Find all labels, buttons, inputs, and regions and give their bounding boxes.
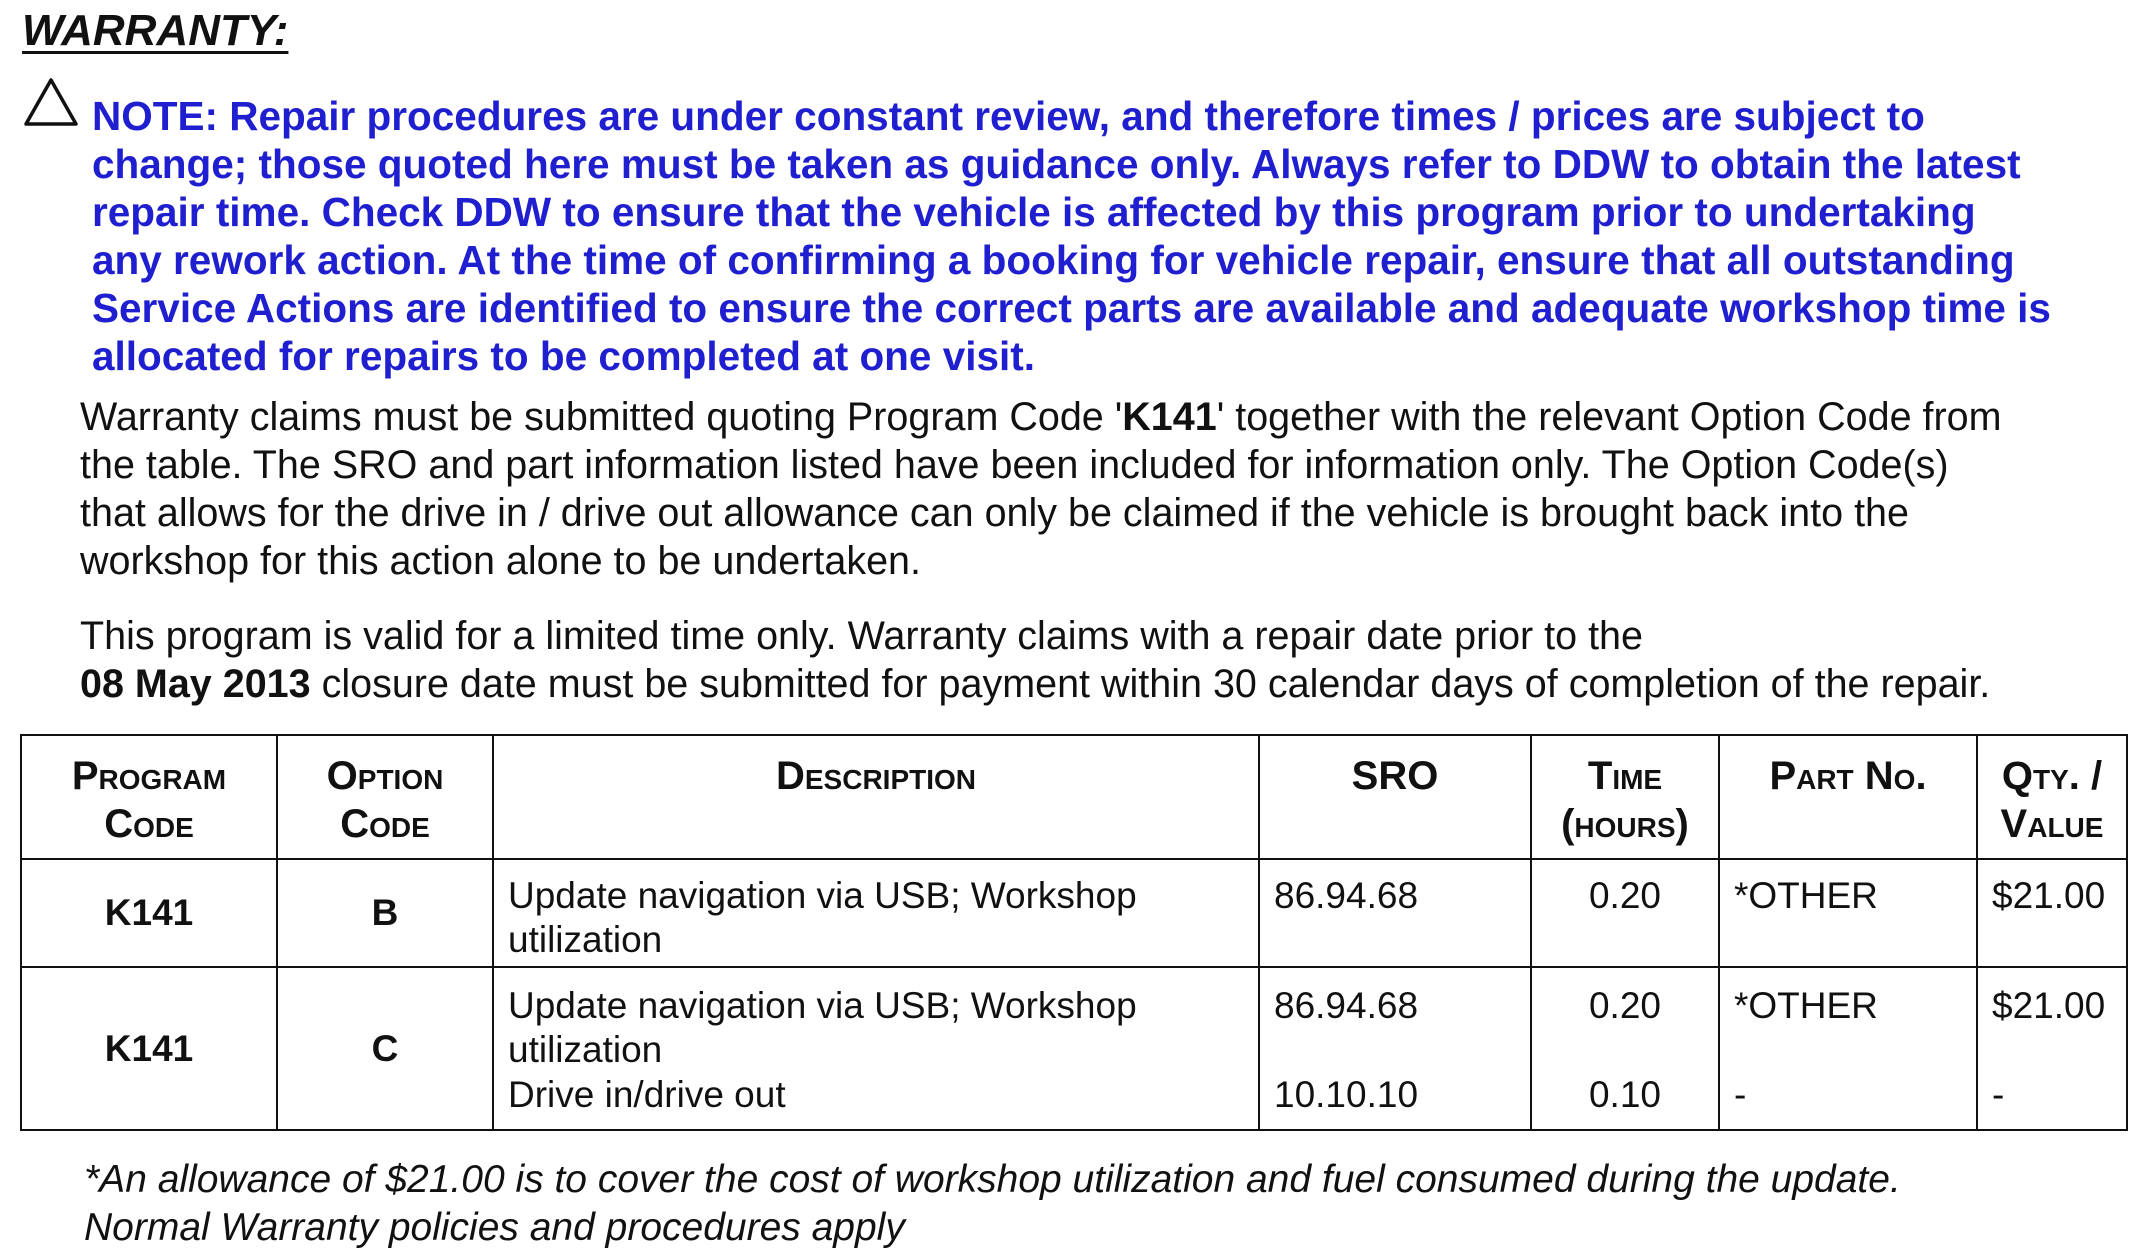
validity-text-after: closure date must be submitted for payment within 30 calendar days of completion of the repair. <box>310 662 1991 706</box>
option-code-table <box>20 734 2128 1131</box>
time-item: 0.10 <box>1588 1074 1661 1115</box>
header-time: Time (hours) <box>1531 735 1719 859</box>
table-row <box>21 967 2127 1130</box>
description-item: Update navigation via USB; Workshop utilization <box>508 985 1137 1070</box>
sro-item: 86.94.68 <box>1274 985 1419 1026</box>
section-title: WARRANTY: <box>22 6 289 55</box>
program-code-cell: K141 <box>21 967 277 1130</box>
time-cell <box>1531 967 1719 1130</box>
qty-value-item: - <box>1992 1074 2005 1115</box>
repair-note: NOTE: Repair procedures are under constant review, and therefore times / prices are subject to change; those quoted here must be taken as guidance only. Always refer to DDW to obtain the latest repair time. Check DDW to ensure that the vehicle is affected by this program prior to undertaking any rework action. At the time of confirming a booking for vehicle repair, ensure that all outstanding Service Actions are identified to ensure the correct parts are available and adequate workshop time is allocated for repairs to be completed at one visit. <box>92 93 2051 379</box>
qty-value-cell <box>1977 967 2127 1130</box>
claims-text-before: Warranty claims must be submitted quoting Program Code ' <box>80 395 1123 439</box>
sro-cell <box>1259 967 1531 1130</box>
part-no-item: - <box>1734 1074 1747 1115</box>
program-code-inline: K141 <box>1122 395 1217 439</box>
closure-date: 08 May 2013 <box>80 662 311 706</box>
table-row <box>21 859 2127 967</box>
qty-value-cell <box>1977 859 2127 967</box>
option-code-cell: B <box>277 859 493 967</box>
time-cell <box>1531 859 1719 967</box>
header-description: Description <box>493 735 1259 859</box>
part-no-cell <box>1719 859 1977 967</box>
description-cell <box>493 967 1259 1130</box>
part-no-item: *OTHER <box>1734 985 1878 1026</box>
time-item: 0.20 <box>1588 875 1661 916</box>
header-option-code: Option Code <box>277 735 493 859</box>
validity-text-before: This program is valid for a limited time only. Warranty claims with a repair date prior to the <box>80 614 1643 658</box>
sro-item: 86.94.68 <box>1274 875 1419 916</box>
description-item: Drive in/drive out <box>508 1074 786 1115</box>
claims-text-after: ' together with the relevant Option Code from the table. The SRO and part information listed have been included for information only. The Option Code(s) that allows for the drive in / drive out allowance can only be claimed if the vehicle is brought back into the workshop for this action alone to be undertaken. <box>80 395 2002 583</box>
description-cell <box>493 859 1259 967</box>
header-qty-value: Qty. / Value <box>1977 735 2127 859</box>
qty-value-item: $21.00 <box>1992 985 2106 1026</box>
description-item: Update navigation via USB; Workshop utilization <box>508 875 1137 960</box>
header-program-code: Program Code <box>21 735 277 859</box>
option-code-cell: C <box>277 967 493 1130</box>
program-code-cell: K141 <box>21 859 277 967</box>
allowance-footnote: *An allowance of $21.00 is to cover the cost of workshop utilization and fuel consumed during the update. Normal Warranty policies and procedures apply <box>84 1158 1901 1249</box>
sro-cell <box>1259 859 1531 967</box>
part-no-item: *OTHER <box>1734 875 1878 916</box>
sro-item: 10.10.10 <box>1274 1074 1419 1115</box>
header-sro: SRO <box>1259 735 1531 859</box>
header-part-no: Part No. <box>1719 735 1977 859</box>
table-header-row <box>21 735 2127 859</box>
qty-value-item: $21.00 <box>1992 875 2106 916</box>
claims-paragraph <box>80 393 2125 585</box>
warning-triangle-icon <box>22 76 80 130</box>
validity-paragraph <box>80 612 2125 708</box>
time-item: 0.20 <box>1588 985 1661 1026</box>
part-no-cell <box>1719 967 1977 1130</box>
